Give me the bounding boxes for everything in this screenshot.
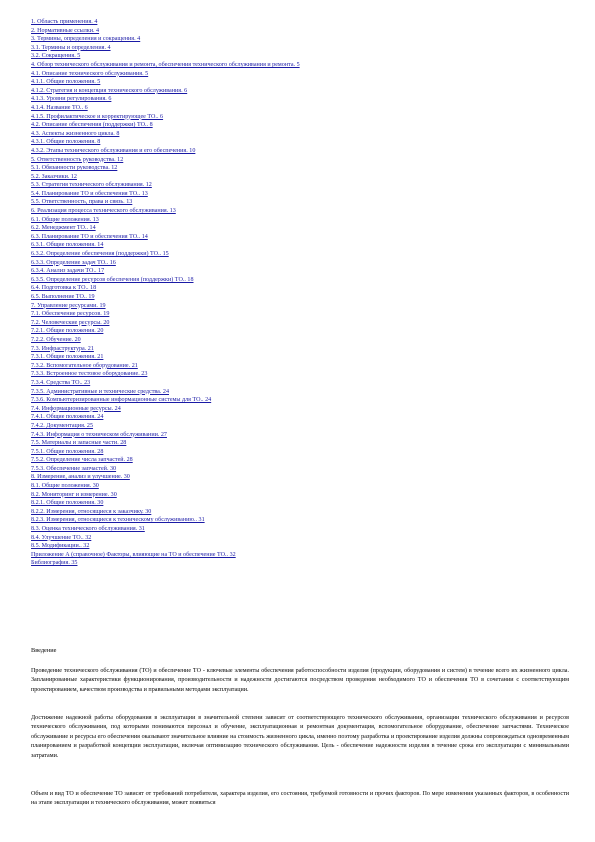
toc-link[interactable]: 5.1. Обязанности руководства. 12 (31, 165, 118, 172)
toc-link[interactable]: 6.3. Планирование ТО и обеспечения ТО.. 14 (31, 233, 148, 240)
toc-link[interactable]: 8.5. Модификации.. 32 (31, 543, 90, 550)
intro-paragraph: Достижение надежной работы оборудования в эксплуатации в значительной степени зависит от соответствующего технического обслуживания, организации технического обслуживания и ресурсов технического обслуживания, под которыми понимаются персонал и обучение, эксплуатационная и ремонтная документация, вспомогательное оборудование, обеспечение запчастями. Техническое обслуживание и ресурсы его обеспечения оказывают значительное влияние на стоимость жизненного цикла, именно поэтому разработка и проектирование изделия должны сопровождаться одновременным планированием и разработкой концепции эксплуатации, включая оптимизацию технического обслуживания. Цель - обеспечение надежности изделия в течение срока его эксплуатации с минимальными затратами. (31, 715, 569, 759)
toc-link[interactable]: 6.3.2. Определение обеспечения (поддержки) ТО.. 15 (31, 251, 169, 258)
toc-link[interactable]: 7.5.2. Определение числа запчастей. 28 (31, 457, 133, 464)
toc-link[interactable]: 3.2. Сокращения. 5 (31, 53, 81, 60)
toc-link[interactable]: 8.2. Мониторинг и измерение. 30 (31, 491, 117, 498)
toc-link[interactable]: 7.4.3. Информация о техническом обслуживании. 27 (31, 431, 167, 438)
toc-link[interactable]: 3.1. Термины и определения. 4 (31, 44, 111, 51)
toc-link[interactable]: 7.5. Материалы и запасные части. 28 (31, 440, 127, 447)
toc-link[interactable]: 7.3.3. Встроенное тестовое оборудование. 23 (31, 371, 148, 378)
toc-link[interactable]: 6.4. Подготовка к ТО.. 18 (31, 285, 97, 292)
toc-link[interactable]: 7.3.5. Административные и технические средства. 24 (31, 388, 169, 395)
toc-link[interactable]: 7.5.1. Общие положения. 28 (31, 448, 104, 455)
toc-link[interactable]: 4.3.1. Общие положения. 8 (31, 139, 101, 146)
toc-link[interactable]: 4.1. Описание технического обслуживания. 5 (31, 70, 149, 77)
toc-link[interactable]: 7.3.6. Компьютеризированные информационные системы для ТО.. 24 (31, 397, 212, 404)
table-of-contents (31, 18, 571, 568)
toc-link[interactable]: 8. Измерение, анализ и улучшение. 30 (31, 474, 130, 481)
toc-link[interactable]: 4.2. Описание обеспечения (поддержки) ТО.. 8 (31, 122, 153, 129)
toc-link[interactable]: 5.3. Стратегия технического обслуживания. 12 (31, 182, 152, 189)
toc-link[interactable]: 6.5. Выполнение ТО.. 19 (31, 294, 95, 300)
section-heading-introduction: Введение (31, 647, 57, 654)
toc-link[interactable]: Библиография. 35 (31, 560, 78, 567)
toc-link[interactable]: 6.3.3. Определение задач ТО.. 16 (31, 259, 116, 266)
toc-link[interactable]: 7.3.4. Средства ТО.. 23 (31, 379, 91, 386)
toc-link[interactable]: 6.2. Менеджмент ТО.. 14 (31, 225, 96, 232)
toc-link[interactable]: 6. Реализация процесса технического обслуживания. 13 (31, 208, 176, 215)
toc-link[interactable]: 5.5. Ответственность, права и связь. 13 (31, 199, 133, 206)
toc-link[interactable]: 7.3.1. Общие положения. 21 (31, 354, 104, 361)
toc-link[interactable]: 7.1. Обеспечение ресурсов. 19 (31, 311, 110, 318)
toc-link[interactable]: 4.3.2. Этапы технического обслуживания и его обеспечения. 10 (31, 147, 196, 154)
toc-link[interactable]: 2. Нормативные ссылки. 4 (31, 27, 100, 34)
toc-link[interactable]: 4.1.5. Профилактическое и корректирующее ТО.. 6 (31, 113, 164, 120)
toc-link[interactable]: 7.3. Инфраструктура. 21 (31, 345, 94, 352)
toc-link[interactable]: 6.3.5. Определение ресурсов обеспечения (поддержки) ТО.. 18 (31, 276, 194, 283)
toc-link[interactable]: 7. Управление ресурсами. 19 (31, 302, 106, 309)
toc-link[interactable]: 1. Область применения. 4 (31, 19, 98, 25)
toc-link[interactable]: 3. Термины, определения и сокращения. 4 (31, 36, 141, 43)
toc-link[interactable]: 5.2. Заказчики. 12 (31, 173, 77, 180)
toc-link[interactable]: 4.1.2. Стратегия и концепция технического обслуживания. 6 (31, 87, 188, 94)
toc-link[interactable]: 4.1.3. Уровни регулирования. 6 (31, 96, 112, 103)
toc-link[interactable]: 8.1. Общие положения. 30 (31, 483, 99, 490)
toc-link[interactable]: 6.3.4. Анализ задачи ТО.. 17 (31, 268, 105, 275)
toc-link[interactable]: 7.2. Человеческие ресурсы. 20 (31, 319, 110, 326)
toc-link[interactable]: 8.2.3. Измерения, относящиеся к техническому обслуживанию.. 31 (31, 517, 205, 524)
toc-link[interactable]: 6.1. Общие положения. 13 (31, 216, 99, 223)
toc-link[interactable]: 4.1.4. Название ТО.. 6 (31, 104, 88, 111)
toc-link[interactable]: 7.4.1. Общие положения. 24 (31, 414, 104, 421)
toc-link[interactable]: 4.1.1. Общие положения. 5 (31, 79, 101, 86)
toc-link[interactable]: 6.3.1. Общие положения. 14 (31, 242, 104, 249)
toc-link[interactable]: 5.4. Планирование ТО и обеспечения ТО.. 13 (31, 190, 148, 197)
toc-link[interactable]: 4.3. Аспекты жизненного цикла. 8 (31, 130, 120, 137)
toc-link[interactable]: 8.2.2. Измерения, относящиеся к заказчику. 30 (31, 508, 152, 515)
toc-link[interactable]: 7.4.2. Документация. 25 (31, 422, 94, 429)
toc-link[interactable]: Приложение А (справочное) Факторы, влияющие на ТО и обеспечение ТО.. 32 (31, 551, 236, 558)
toc-link[interactable]: 7.2.2. Обучение. 20 (31, 336, 81, 343)
intro-paragraph: Проведение технического обслуживания (ТО) и обеспечение ТО - ключевые элементы обеспечения работоспособности изделия (продукции, оборудования и систем) в течение всего их жизненного цикла. Запланированные характеристики функционирования, производительности и надежности достигаются посредством проведения необходимого ТО и обеспечения ТО в сочетании с соответствующим проектированием, качеством производства и правильными методами эксплуатации. (31, 668, 569, 693)
toc-link[interactable]: 8.3. Оценка технического обслуживания. 31 (31, 526, 145, 533)
toc-link[interactable]: 7.5.3. Обеспечение запчастей. 30 (31, 465, 117, 472)
toc-link[interactable]: 8.4. Улучшение ТО.. 32 (31, 534, 92, 541)
toc-link[interactable]: 5. Ответственность руководства. 12 (31, 156, 124, 163)
intro-paragraph: Объем и вид ТО и обеспечение ТО зависят от требований потребителя, характера изделия, его состояния, требуемой готовности и прочих факторов. По мере изменения указанных факторов, в особенности на этапе эксплуатации и технического обслуживания, может появиться (31, 791, 569, 807)
toc-link[interactable]: 7.4. Информационные ресурсы. 24 (31, 405, 121, 412)
toc-link[interactable]: 7.3.2. Вспомогательное оборудование. 21 (31, 362, 138, 369)
toc-link[interactable]: 8.2.1. Общие положения. 30 (31, 500, 104, 507)
toc-link[interactable]: 4. Обзор технического обслуживания и ремонта, обеспечения технического обслуживания и ремонта. 5 (31, 61, 300, 68)
toc-link[interactable]: 7.2.1. Общие положения. 20 (31, 328, 104, 335)
